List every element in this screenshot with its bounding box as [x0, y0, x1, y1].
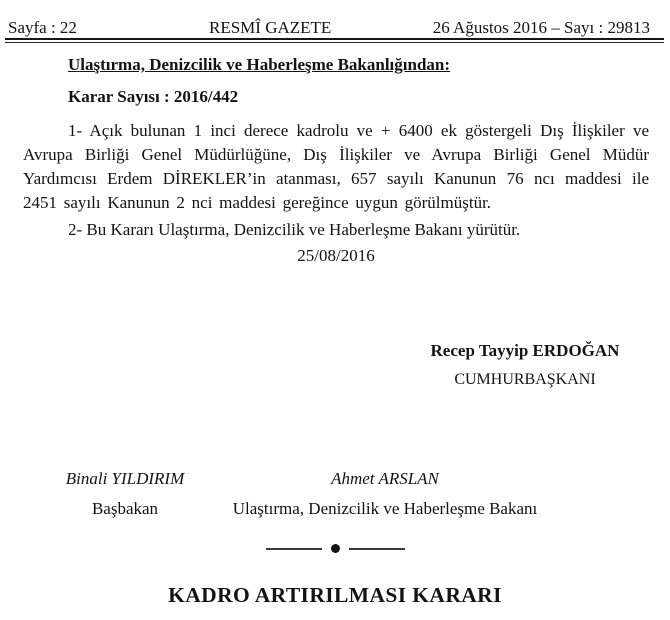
signatory-title: Ulaştırma, Denizcilik ve Haberleşme Bakanı: [232, 499, 538, 518]
divider-line-right: [349, 548, 405, 550]
signatory-name: Binali YILDIRIM: [65, 469, 185, 488]
president-title: CUMHURBAŞKANI: [454, 371, 596, 388]
page-number-label: Sayfa : 22: [8, 18, 77, 37]
next-section-title: KADRO ARTIRILMASI KARARI: [168, 583, 502, 607]
signatory-prime-minister-block: [40, 469, 210, 519]
ministry-heading: Ulaştırma, Denizcilik ve Haberleşme Bakanlığından:: [68, 55, 451, 74]
section-divider: [0, 544, 670, 553]
signatory-title: Başbakan: [91, 499, 159, 518]
divider-bullet-icon: [331, 544, 340, 553]
decree-date: 25/08/2016: [297, 246, 375, 265]
gazette-title: RESMÎ GAZETE: [209, 18, 332, 37]
decree-article-1: 1- Açık bulunan 1 inci derece kadrolu ve + 6400 ek göstergeli Dış İlişkiler ve Avrupa Birliği Genel Müdürlüğüne, Dış İlişkiler ve Avrupa Birliği Genel Müdür Yardımcısı Erdem DİREKLER’in atanması, 657 sayılı Kanunun 76 ncı maddesi ile 2451 sayılı Kanunun 2 nci maddesi gereğince uygun görülmüştür.: [23, 121, 649, 212]
signatory-name: Ahmet ARSLAN: [331, 469, 439, 488]
president-name: Recep Tayyip ERDOĞAN: [430, 341, 620, 360]
president-signature-block: [375, 340, 670, 390]
decision-number: Karar Sayısı : 2016/442: [68, 87, 239, 106]
issue-date-number: 26 Ağustos 2016 – Sayı : 29813: [432, 18, 650, 37]
header-double-rule: [5, 38, 664, 43]
signatory-minister-block: [215, 469, 555, 519]
divider-line-left: [266, 548, 322, 550]
decree-article-2: 2- Bu Kararı Ulaştırma, Denizcilik ve Haberleşme Bakanı yürütür.: [68, 220, 521, 239]
